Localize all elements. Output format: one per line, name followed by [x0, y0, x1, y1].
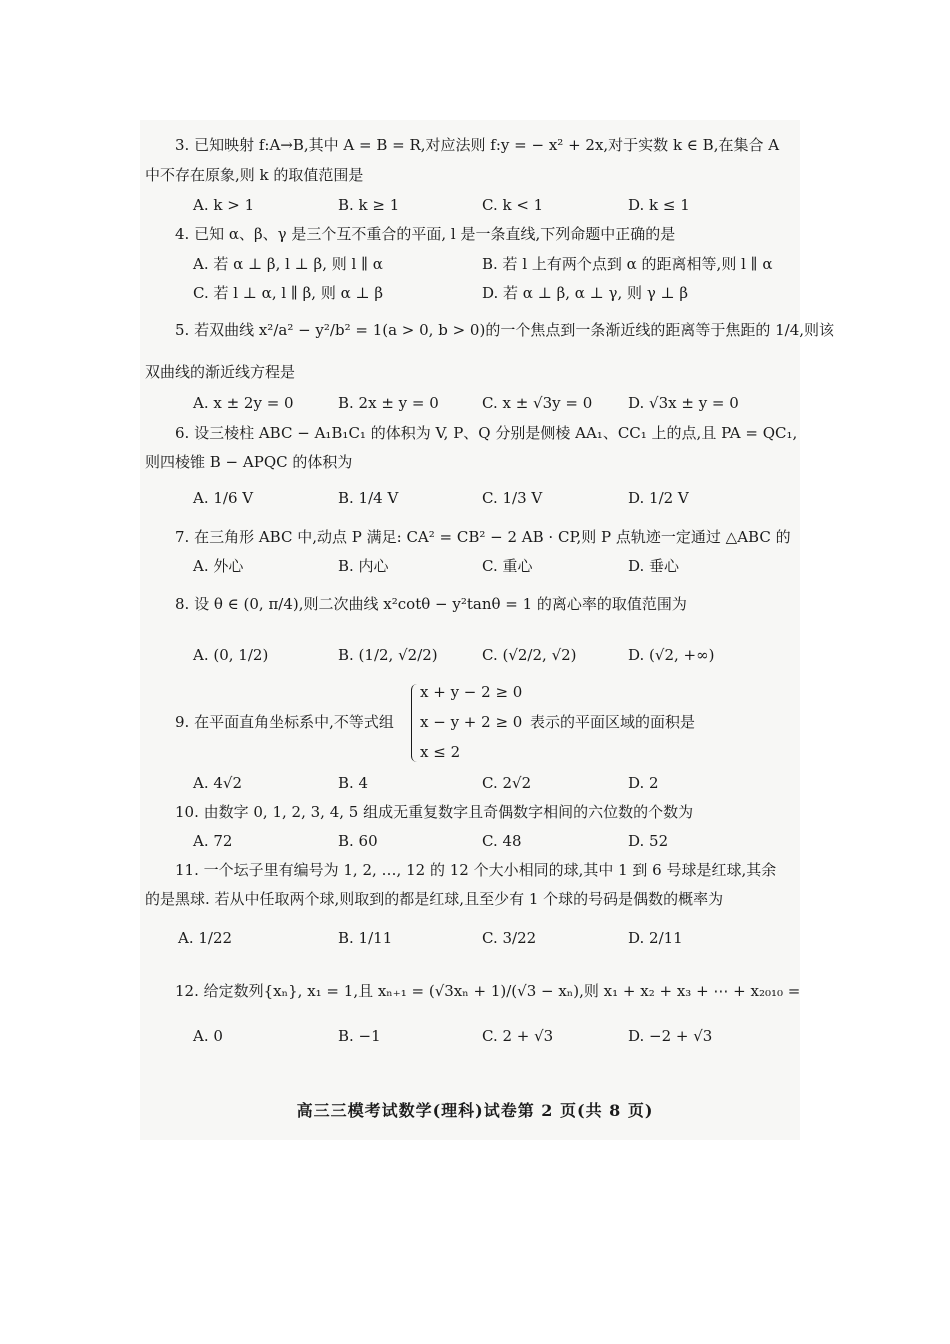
q11-option-b: B. 1/11	[338, 929, 393, 947]
q7-option-c: C. 重心	[482, 557, 533, 575]
q5-option-a: A. x ± 2y = 0	[193, 394, 294, 412]
question-6-line-2: 则四棱锥 B − APQC 的体积为	[145, 453, 353, 471]
q10-option-a: A. 72	[193, 832, 233, 850]
q9-option-b: B. 4	[338, 774, 369, 792]
q11-option-c: C. 3/22	[482, 929, 537, 947]
q8-option-c: C. (√2/2, √2)	[482, 646, 577, 664]
q9-option-c: C. 2√2	[482, 774, 532, 792]
q3-option-a: A. k > 1	[193, 196, 255, 214]
q11-option-a: A. 1/22	[178, 929, 233, 947]
q9-inequality-2: x − y + 2 ≥ 0	[420, 713, 523, 731]
q10-option-d: D. 52	[628, 832, 669, 850]
q8-option-d: D. (√2, +∞)	[628, 646, 715, 664]
question-3-line-2: 中不存在原象,则 k 的取值范围是	[145, 166, 364, 184]
q4-option-c: C. 若 l ⊥ α, l ∥ β, 则 α ⊥ β	[193, 284, 384, 302]
system-brace	[411, 684, 420, 762]
q10-option-c: C. 48	[482, 832, 522, 850]
q5-option-d: D. √3x ± y = 0	[628, 394, 739, 412]
q8-option-b: B. (1/2, √2/2)	[338, 646, 438, 664]
question-7-line-1: 7. 在三角形 ABC 中,动点 P 满足: CA² = CB² − 2 AB · CP,则 P 点轨迹一定通过 △ABC 的	[175, 528, 791, 546]
q4-option-a: A. 若 α ⊥ β, l ⊥ β, 则 l ∥ α	[193, 255, 383, 273]
q12-option-b: B. −1	[338, 1027, 381, 1045]
question-6-line-1: 6. 设三棱柱 ABC − A₁B₁C₁ 的体积为 V, P、Q 分别是侧棱 AA₁、CC₁ 上的点,且 PA = QC₁,	[175, 424, 798, 442]
question-12-line-1: 12. 给定数列{xₙ}, x₁ = 1,且 xₙ₊₁ = (√3xₙ + 1)/(√3 − xₙ),则 x₁ + x₂ + x₃ + ⋯ + x₂₀₁₀ =	[175, 982, 801, 1000]
q7-option-d: D. 垂心	[628, 557, 680, 575]
q5-option-b: B. 2x ± y = 0	[338, 394, 439, 412]
q12-option-a: A. 0	[193, 1027, 223, 1045]
question-11-line-1: 11. 一个坛子里有编号为 1, 2, …, 12 的 12 个大小相同的球,其中 1 到 6 号球是红球,其余	[175, 861, 777, 879]
q6-option-d: D. 1/2 V	[628, 489, 689, 507]
question-5-line-2: 双曲线的渐近线方程是	[145, 363, 296, 381]
question-11-line-2: 的是黑球. 若从中任取两个球,则取到的都是红球,且至少有 1 个球的号码是偶数的概率为	[145, 890, 724, 908]
question-10-line-1: 10. 由数字 0, 1, 2, 3, 4, 5 组成无重复数字且奇偶数字相间的六位数的个数为	[175, 803, 694, 821]
q4-option-d: D. 若 α ⊥ β, α ⊥ γ, 则 γ ⊥ β	[482, 284, 689, 302]
question-9-line-2: 表示的平面区域的面积是	[530, 713, 696, 731]
q12-option-c: C. 2 + √3	[482, 1027, 554, 1045]
q9-inequality-1: x + y − 2 ≥ 0	[420, 683, 523, 701]
q10-option-b: B. 60	[338, 832, 378, 850]
q12-option-d: D. −2 + √3	[628, 1027, 713, 1045]
q7-option-b: B. 内心	[338, 557, 389, 575]
page-footer: 高三三模考试数学(理科)试卷第 2 页(共 8 页)	[296, 1101, 654, 1120]
question-5-line-1: 5. 若双曲线 x²/a² − y²/b² = 1(a > 0, b > 0)的一个焦点到一条渐近线的距离等于焦距的 1/4,则该	[175, 321, 834, 339]
question-8-line-1: 8. 设 θ ∈ (0, π/4),则二次曲线 x²cotθ − y²tanθ = 1 的离心率的取值范围为	[175, 595, 687, 613]
question-3-line-1: 3. 已知映射 f:A→B,其中 A = B = R,对应法则 f:y = − x² + 2x,对于实数 k ∈ B,在集合 A	[175, 136, 780, 154]
q4-option-b: B. 若 l 上有两个点到 α 的距离相等,则 l ∥ α	[482, 255, 773, 273]
q11-option-d: D. 2/11	[628, 929, 683, 947]
q8-option-a: A. (0, 1/2)	[193, 646, 269, 664]
q3-option-c: C. k < 1	[482, 196, 544, 214]
question-4-line-1: 4. 已知 α、β、γ 是三个互不重合的平面, l 是一条直线,下列命题中正确的是	[175, 225, 676, 243]
q9-inequality-3: x ≤ 2	[420, 743, 461, 761]
q3-option-b: B. k ≥ 1	[338, 196, 400, 214]
q9-option-d: D. 2	[628, 774, 659, 792]
q3-option-d: D. k ≤ 1	[628, 196, 690, 214]
q5-option-c: C. x ± √3y = 0	[482, 394, 593, 412]
q6-option-b: B. 1/4 V	[338, 489, 399, 507]
q9-option-a: A. 4√2	[193, 774, 243, 792]
question-9-line-1: 9. 在平面直角坐标系中,不等式组	[175, 713, 394, 731]
q7-option-a: A. 外心	[193, 557, 244, 575]
q6-option-a: A. 1/6 V	[193, 489, 254, 507]
q6-option-c: C. 1/3 V	[482, 489, 543, 507]
